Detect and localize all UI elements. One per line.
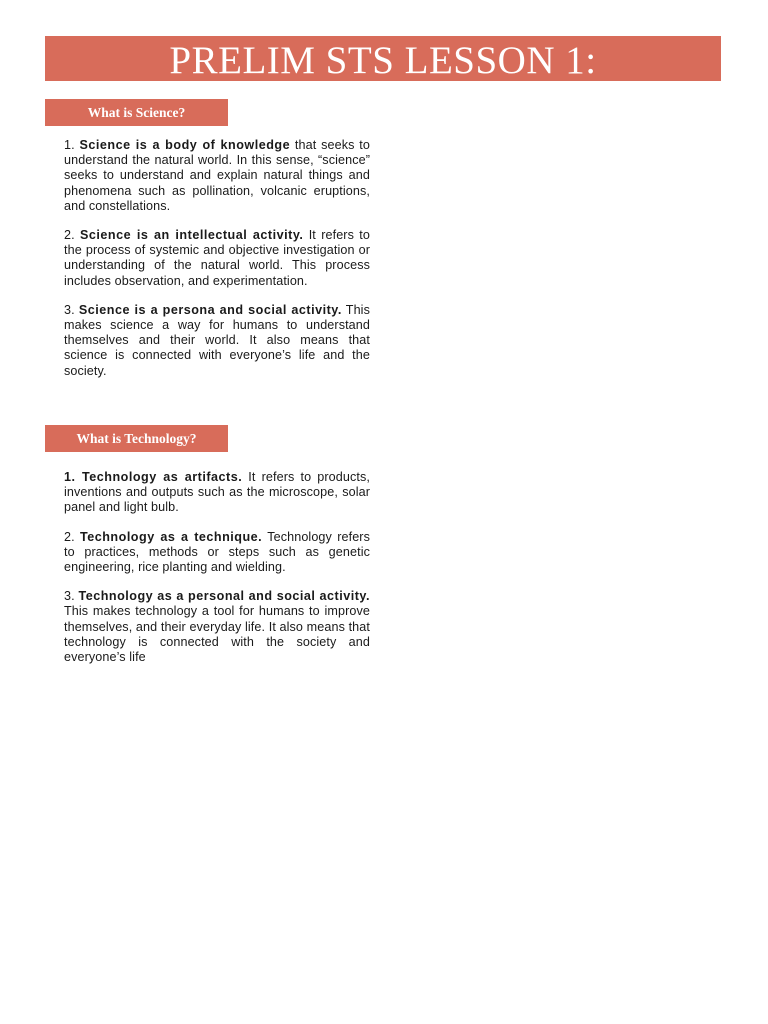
item-lead: 1. Technology as artifacts. <box>64 470 243 484</box>
item-text: This makes science a way for humans to understand themselves and their world. It also means that science is connected with everyone’s life and the society. <box>64 302 370 378</box>
science-item-1 <box>64 138 370 214</box>
item-number: 2. <box>64 228 81 243</box>
item-text: that seeks to understand the natural world. In this sense, “science” seeks to understand and explain natural things and phenomena such as pollination, volcanic eruptions, and constellations. <box>64 138 370 213</box>
section-header-technology: What is Technology? <box>45 425 228 452</box>
item-text: It refers to products, inventions and outputs such as the microscope, solar panel and light bulb. <box>64 470 370 515</box>
item-number: 1. <box>64 138 80 152</box>
science-item-2 <box>64 228 370 289</box>
science-body <box>64 138 370 393</box>
science-item-3 <box>64 303 370 379</box>
technology-item-2 <box>64 530 370 576</box>
item-lead: Technology as a personal and social activity. <box>78 589 370 604</box>
item-lead: Science is a body of knowledge <box>79 138 291 152</box>
item-number: 3. <box>64 589 79 604</box>
technology-item-1 <box>64 470 370 516</box>
section-header-science: What is Science? <box>45 99 228 126</box>
technology-item-3 <box>64 589 370 665</box>
item-lead: Science is a persona and social activity. <box>78 302 342 317</box>
technology-body <box>64 470 370 679</box>
item-lead: Science is an intellectual activity. <box>80 228 304 243</box>
item-number: 2. <box>64 529 80 544</box>
page-title: PRELIM STS LESSON 1: <box>45 36 721 81</box>
item-text: Technology refers to practices, methods or steps such as genetic engineering, rice planting and wielding. <box>64 529 370 575</box>
item-number: 3. <box>64 302 79 317</box>
item-text: This makes technology a tool for humans to improve themselves, and their everyday life. It also means that technology is connected with the society and everyone’s life <box>64 604 370 665</box>
item-lead: Technology as a technique. <box>79 529 263 544</box>
item-text: It refers to the process of systemic and objective investigation or understanding of the natural world. This process includes observation, and experimentation. <box>64 228 370 288</box>
